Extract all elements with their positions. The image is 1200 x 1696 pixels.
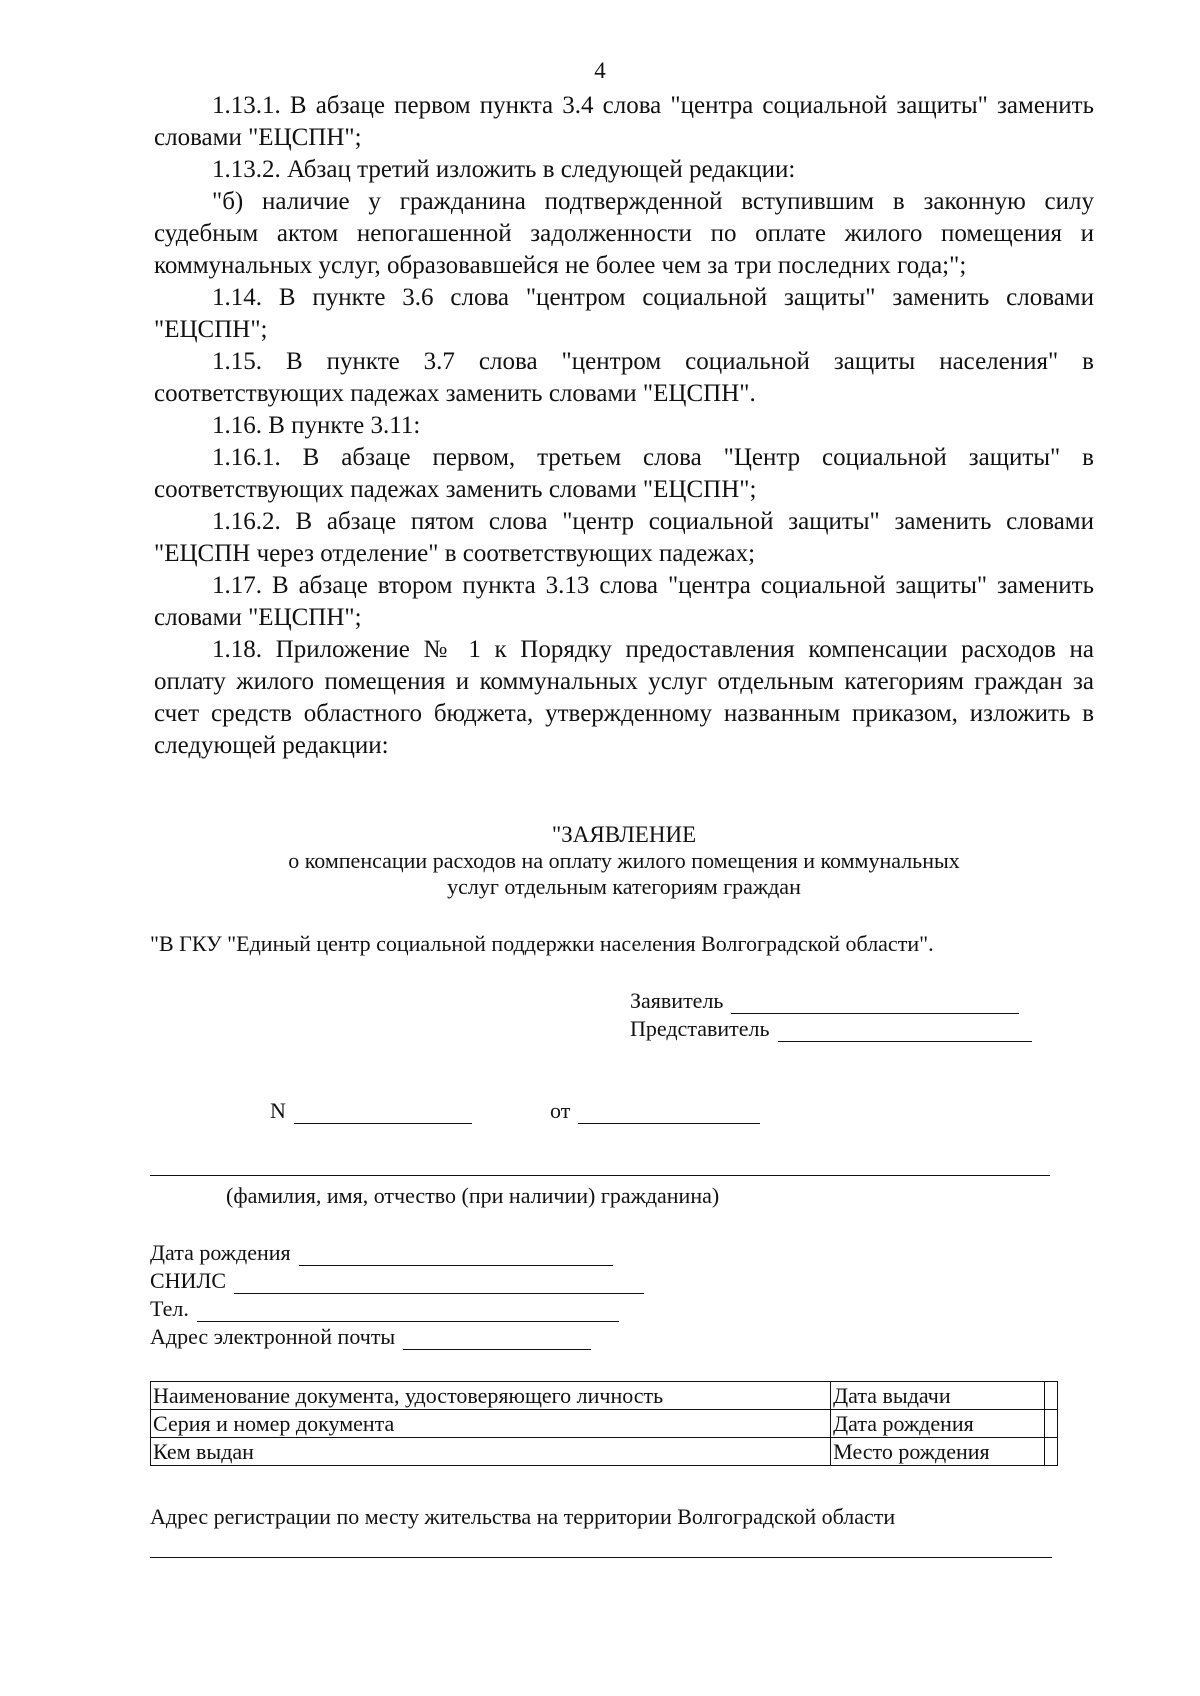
snils-label: СНИЛС — [150, 1268, 227, 1293]
issued-by-cell[interactable]: Кем выдан — [151, 1438, 831, 1466]
representative-field[interactable] — [778, 1019, 1032, 1042]
applicant-row — [630, 988, 1019, 1014]
series-number-cell[interactable]: Серия и номер документа — [151, 1410, 831, 1438]
table-row — [151, 1438, 1058, 1466]
paragraph-1-18: 1.18. Приложение № 1 к Порядку предоставления компенсации расходов на оплату жилого помещения и коммунальных услуг отдельным категориям граждан за счет средств областного бюджета, утвержденному названным приказом, изложить в следующей редакции: — [154, 636, 1094, 759]
email-field[interactable] — [403, 1327, 591, 1350]
registration-address-label: Адрес регистрации по месту жительства на территории Волгоградской области — [150, 1504, 896, 1529]
paragraph-1-15: 1.15. В пункте 3.7 слова "центром социальной защиты населения" в соответствующих падежах заменить словами "ЕЦСПН". — [154, 348, 1094, 407]
amendments-text — [154, 90, 1094, 762]
from-date-field[interactable] — [578, 1101, 760, 1124]
phone-label: Тел. — [150, 1296, 189, 1321]
date-from-row — [550, 1098, 760, 1124]
identity-document-table — [150, 1381, 1058, 1466]
application-title-block — [154, 822, 1094, 900]
table-edge-cell — [1045, 1382, 1058, 1410]
paragraph-1-16-2: 1.16.2. В абзаце пятом слова "центр социальной защиты" заменить словами "ЕЦСПН через отделение" в соответствующих падежах; — [154, 508, 1094, 567]
registration-address-field[interactable] — [150, 1557, 1052, 1558]
snils-field[interactable] — [234, 1271, 644, 1294]
birth-date-row — [150, 1240, 613, 1266]
paragraph-1-13-1: 1.13.1. В абзаце первом пункта 3.4 слова "центра социальной защиты" заменить словами "ЕЦСПН"; — [154, 92, 1094, 151]
table-edge-cell — [1045, 1438, 1058, 1466]
birth-place-cell[interactable]: Место рождения — [831, 1438, 1045, 1466]
table-edge-cell — [1045, 1410, 1058, 1438]
number-row — [270, 1098, 472, 1124]
fio-field[interactable] — [150, 1175, 1050, 1176]
applicant-label: Заявитель — [630, 988, 724, 1013]
phone-field[interactable] — [197, 1299, 619, 1322]
id-doc-name-cell[interactable]: Наименование документа, удостоверяющего личность — [151, 1382, 831, 1410]
application-subtitle-line-2: услуг отдельным категориям граждан — [447, 874, 801, 899]
paragraph-1-14: 1.14. В пункте 3.6 слова "центром социальной защиты" заменить словами "ЕЦСПН"; — [154, 284, 1094, 343]
paragraph-quoted-b: "б) наличие у гражданина подтвержденной вступившим в законную силу судебным актом непогашенной задолженности по оплате жилого помещения и коммунальных услуг, образовавшейся не более чем за три последних года;"; — [154, 188, 1094, 279]
paragraph-1-16: 1.16. В пункте 3.11: — [212, 412, 421, 439]
birth-date-field[interactable] — [299, 1243, 613, 1266]
email-label: Адрес электронной почты — [150, 1324, 396, 1349]
application-subtitle-line-1: о компенсации расходов на оплату жилого помещения и коммунальных — [288, 848, 960, 873]
number-field[interactable] — [294, 1101, 472, 1124]
phone-row — [150, 1296, 619, 1322]
fio-caption: (фамилия, имя, отчество (при наличии) гражданина) — [226, 1183, 720, 1208]
from-label: от — [550, 1098, 571, 1123]
issue-date-cell[interactable]: Дата выдачи — [831, 1382, 1045, 1410]
snils-row — [150, 1268, 644, 1294]
addressee: "В ГКУ "Единый центр социальной поддержки населения Волгоградской области". — [150, 931, 934, 956]
paragraph-1-13-2: 1.13.2. Абзац третий изложить в следующей редакции: — [212, 156, 796, 183]
representative-label: Представитель — [630, 1016, 770, 1041]
birth-date-label: Дата рождения — [150, 1240, 291, 1265]
email-row — [150, 1324, 591, 1350]
representative-row — [630, 1016, 1032, 1042]
number-label: N — [270, 1098, 286, 1123]
table-row — [151, 1382, 1058, 1410]
application-title: "ЗАЯВЛЕНИЕ — [551, 822, 697, 847]
table-row — [151, 1410, 1058, 1438]
paragraph-1-16-1: 1.16.1. В абзаце первом, третьем слова "Центр социальной защиты" в соответствующих падежах заменить словами "ЕЦСПН"; — [154, 444, 1094, 503]
birth-date-cell[interactable]: Дата рождения — [831, 1410, 1045, 1438]
paragraph-1-17: 1.17. В абзаце втором пункта 3.13 слова "центра социальной защиты" заменить словами "ЕЦСПН"; — [154, 572, 1094, 631]
applicant-field[interactable] — [731, 991, 1019, 1014]
page-number: 4 — [594, 58, 606, 83]
